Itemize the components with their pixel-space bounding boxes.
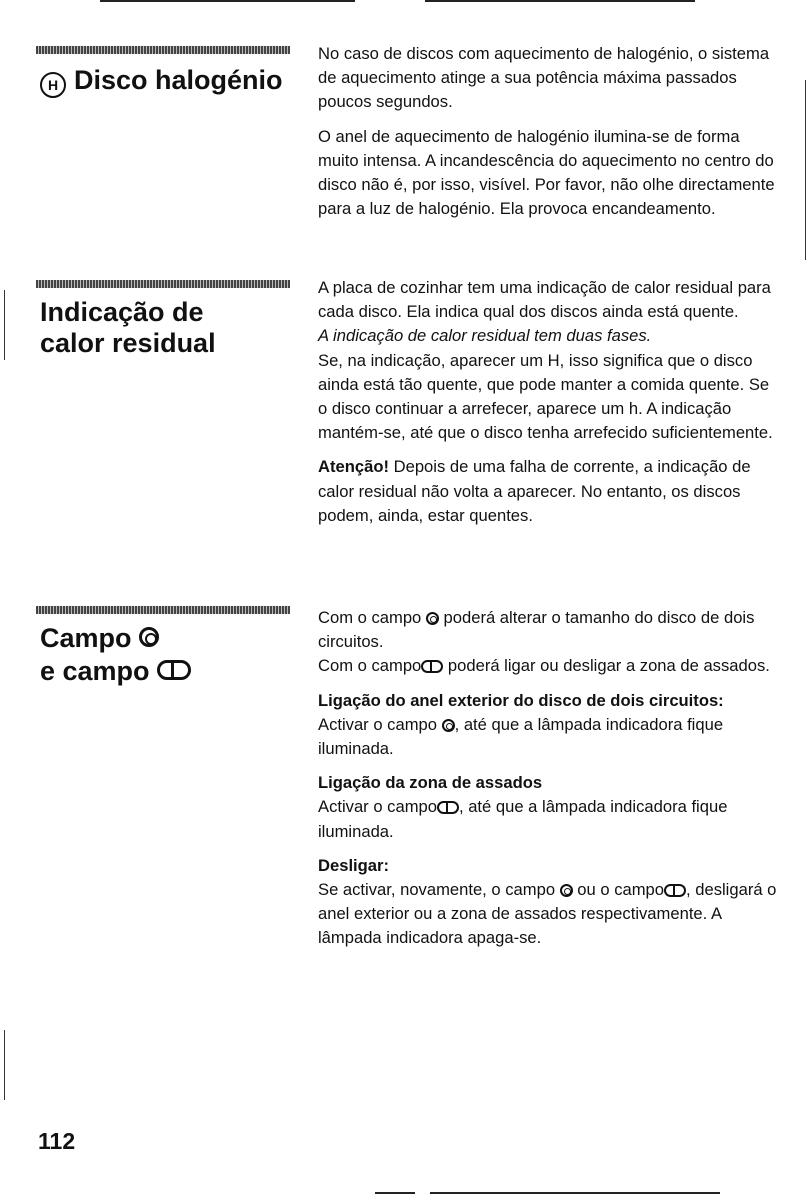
roasting-zone-icon bbox=[157, 660, 191, 680]
subsection: Ligação da zona de assados Activar o campo , até que a lâmpada indicadora fique iluminada. bbox=[318, 773, 728, 841]
section-bar bbox=[36, 280, 290, 288]
section-heading-residual-heat bbox=[40, 297, 216, 359]
paragraph: A placa de cozinhar tem uma indicação de calor residual para cada disco. Ela indica qual dos discos ainda está quente. A indicação de calor residual tem duas fases. Se, na indicação, aparecer um H, isso significa que o disco ainda está tão quente, que pode manter a comida quente. Se o disco continuar a arrefecer, aparece um h. A indicação mantém-se, até que o disco tenha arrefecido suficientemente. bbox=[318, 278, 773, 443]
dual-circuit-icon bbox=[442, 719, 455, 732]
section-bar bbox=[36, 606, 290, 614]
dual-circuit-icon bbox=[139, 627, 159, 647]
bottom-rule-left bbox=[375, 1192, 415, 1194]
top-rule-left bbox=[100, 0, 355, 2]
paragraph: Com o campo poderá alterar o tamanho do disco de dois circuitos. bbox=[318, 608, 755, 652]
subsection-title: Ligação do anel exterior do disco de dois circuitos: bbox=[318, 690, 724, 710]
heading-line: e campo bbox=[40, 656, 150, 686]
margin-line-left-bottom bbox=[4, 1030, 5, 1100]
page-number: 112 bbox=[38, 1128, 76, 1154]
section-body-fields bbox=[318, 606, 778, 961]
attention-label: Atenção! bbox=[318, 457, 389, 477]
margin-line bbox=[805, 80, 806, 260]
attention-paragraph: Atenção! Depois de uma falha de corrente, a indicação de calor residual não volta a aparecer. No entanto, os discos podem, ainda, estar quentes. bbox=[318, 457, 751, 525]
heading-line: Indicação de bbox=[40, 297, 204, 327]
section-bar bbox=[36, 46, 290, 54]
paragraph: No caso de discos com aquecimento de halogénio, o sistema de aquecimento atinge a sua potência máxima passados poucos segundos. bbox=[318, 44, 770, 112]
bottom-rule-right bbox=[430, 1192, 720, 1194]
paragraph: O anel de aquecimento de halogénio ilumina-se de forma muito intensa. A incandescência do aquecimento no centro do disco não é, por isso, visível. Por favor, não olhe directamente para a luz de halogénio. Ela provoca encandeamento. bbox=[318, 126, 775, 219]
heading-line: Campo bbox=[40, 623, 132, 653]
dual-circuit-icon bbox=[426, 612, 439, 625]
roasting-zone-icon bbox=[421, 660, 443, 673]
dual-circuit-icon bbox=[560, 884, 573, 897]
roasting-zone-icon bbox=[437, 801, 459, 814]
subsection: Desligar: Se activar, novamente, o campo ou o campo , desligará o anel exterior ou a zona de assados respectivamente. A lâmpada indicadora apaga-se. bbox=[318, 855, 777, 948]
italic-note: A indicação de calor residual tem duas fases. bbox=[318, 326, 652, 346]
subsection: Ligação do anel exterior do disco de dois circuitos: Activar o campo , até que a lâmpada indicadora fique iluminada. bbox=[318, 690, 724, 759]
section-body-residual-heat bbox=[318, 276, 778, 538]
subsection-title: Desligar: bbox=[318, 855, 390, 875]
subsection-title: Ligação da zona de assados bbox=[318, 773, 543, 793]
roasting-zone-icon bbox=[664, 884, 686, 897]
heading-text: Disco halogénio bbox=[74, 64, 283, 95]
margin-line-left bbox=[4, 290, 5, 360]
section-heading-halogen bbox=[40, 62, 283, 98]
halogen-h-icon: H bbox=[40, 72, 66, 98]
section-heading-fields bbox=[40, 622, 191, 688]
section-body-halogen bbox=[318, 42, 778, 231]
heading-line: calor residual bbox=[40, 328, 216, 358]
paragraph: Com o campo poderá ligar ou desligar a zona de assados. bbox=[318, 656, 770, 676]
top-rule-right bbox=[425, 0, 695, 2]
